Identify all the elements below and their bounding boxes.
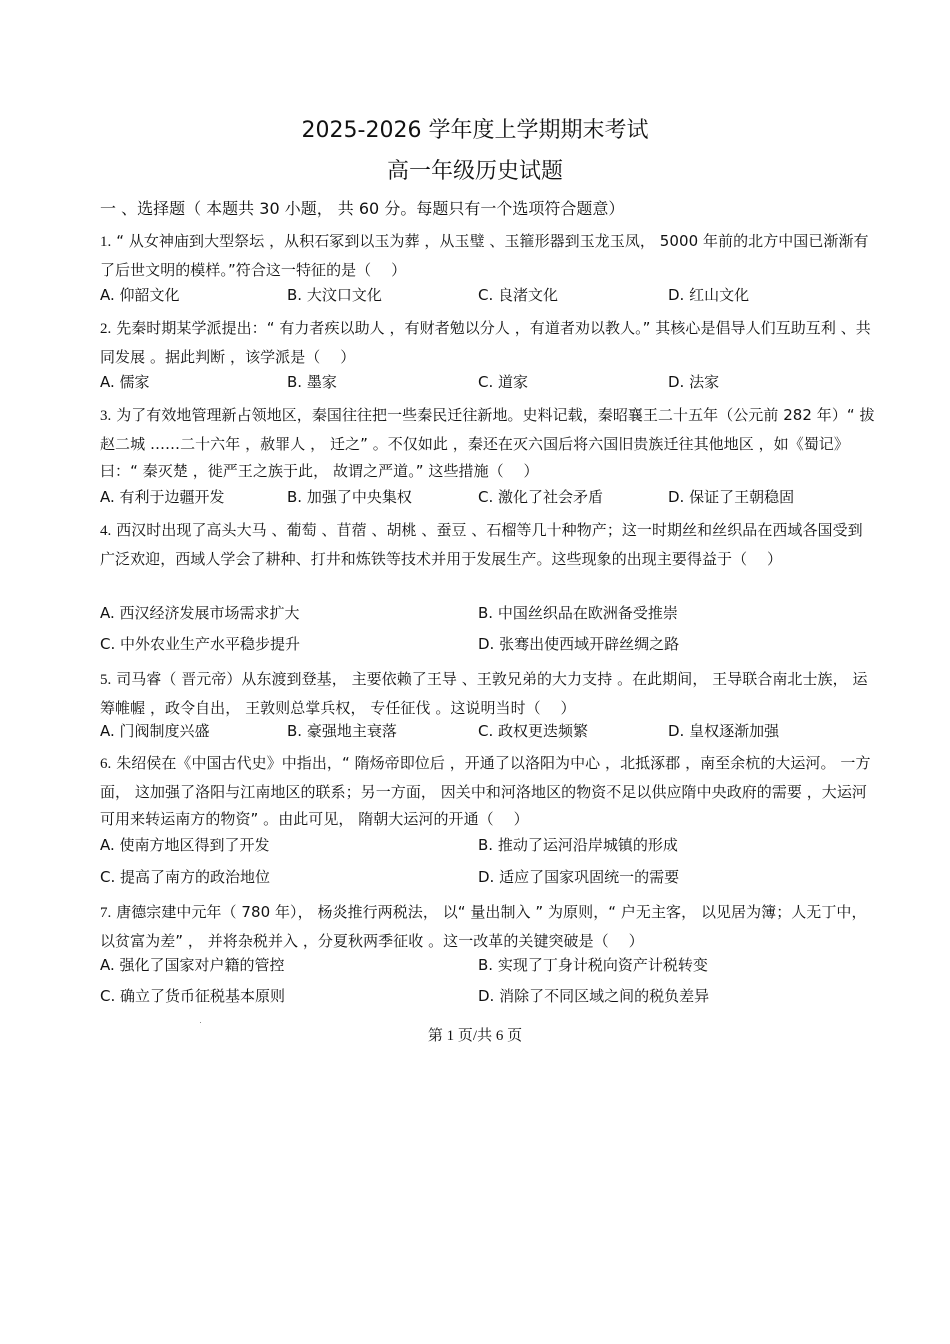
question-text: 西汉时出现了高头大马 、葡萄 、苜蓿 、胡桃 、蚕豆 、石榴等几十种物产；这一时期丝和丝织品在西域各国受到广泛欢迎，西域人学会了耕种、打井和炼铁等技术并用于发展生产。这些现象的出现主要得益于（ ）: [100, 521, 863, 568]
question-2: [100, 315, 875, 371]
question-3: [100, 402, 875, 486]
section-heading: 一 、选择题（ 本题共 30 小题， 共 60 分。每题只有一个选项符合题意）: [100, 199, 625, 218]
question-text: 朱绍侯在《中国古代史》中指出，“ 隋炀帝即位后 ，开通了以洛阳为中心 ，北抵涿郡 ，南至余杭的大运河。 一方面， 这加强了洛阳与江南地区的联系；另一方面， 因关中和河洛地区的物资不足以供应隋中央政府的需要 ，大运河可用来转运南方的物资” 。由此可见， 隋朝大运河的开通（ ）: [100, 754, 871, 828]
question-1: [100, 228, 875, 284]
option-d[interactable]: D. 消除了不同区域之间的税负差异: [478, 987, 710, 1005]
option-b[interactable]: B. 加强了中央集权: [287, 488, 412, 506]
question-6: [100, 750, 875, 834]
question-7-options-row2: [100, 985, 890, 1007]
page-number: 第 1 页/共 6 页: [427, 1028, 523, 1044]
option-b[interactable]: B. 墨家: [287, 373, 337, 391]
option-d[interactable]: D. 红山文化: [668, 286, 750, 304]
question-number: 6.: [100, 756, 112, 772]
option-a[interactable]: A. 门阀制度兴盛: [100, 722, 210, 740]
question-number: 5.: [100, 672, 112, 688]
option-c[interactable]: C. 确立了货币征税基本原则: [100, 987, 286, 1005]
question-5-options: [100, 720, 890, 742]
option-b[interactable]: B. 大汶口文化: [287, 286, 382, 304]
stray-dot: [200, 1022, 201, 1023]
option-b[interactable]: B. 中国丝织品在欧洲备受推崇: [478, 604, 678, 622]
option-a[interactable]: A. 有利于边疆开发: [100, 488, 225, 506]
option-b[interactable]: B. 豪强地主衰落: [287, 722, 397, 740]
question-text: 为了有效地管理新占领地区，秦国往往把一些秦民迁往新地。史料记载，秦昭襄王二十五年（公元前 282 年）“ 拔赵二城 ……二十六年 ，赦罪人 ， 迁之” 。不仅如此 ，秦还在灭六国后将六国旧贵族迁往其他地区 ，如《蜀记》 曰：“ 秦灭楚 ，徙严王之族于此， 故谓之严道。” 这些措施（ ）: [100, 406, 875, 480]
question-3-options: [100, 486, 890, 508]
question-4: [100, 517, 875, 573]
question-text: 先秦时期某学派提出：“ 有力者疾以助人 ，有财者勉以分人 ，有道者劝以教人。” 其核心是倡导人们互助互利 、共同发展 。据此判断 ，该学派是（ ）: [100, 319, 871, 366]
option-d[interactable]: D. 保证了王朝稳固: [668, 488, 795, 506]
question-text: 唐德宗建中元年（ 780 年）， 杨炎推行两税法， 以“ 量出制入 ” 为原则，“ 户无主客， 以见居为簿；人无丁中， 以贫富为差” ， 并将杂税并入 ，分夏秋两季征收 。这一改革的关键突破是（ ）: [100, 903, 867, 950]
option-c[interactable]: C. 中外农业生产水平稳步提升: [100, 635, 301, 653]
question-4-options-row2: [100, 633, 890, 655]
question-7-options-row1: [100, 954, 890, 976]
option-c[interactable]: C. 提高了南方的政治地位: [100, 868, 271, 886]
option-c[interactable]: C. 激化了社会矛盾: [478, 488, 604, 506]
question-6-options-row2: [100, 866, 890, 888]
option-c[interactable]: C. 良渚文化: [478, 286, 559, 304]
question-6-options-row1: [100, 834, 890, 856]
option-d[interactable]: D. 皇权逐渐加强: [668, 722, 780, 740]
question-number: 7.: [100, 905, 112, 921]
option-d[interactable]: D. 法家: [668, 373, 720, 391]
question-1-options: [100, 284, 890, 306]
option-a[interactable]: A. 儒家: [100, 373, 150, 391]
exam-title: 2025-2026 学年度上学期期末考试: [301, 118, 649, 143]
question-text: “ 从女神庙到大型祭坛 ，从积石冢到以玉为葬 ，从玉璧 、玉箍形器到玉龙玉凤， 5000 年前的北方中国已渐渐有了后世文明的模样。”符合这一特征的是（ ）: [100, 232, 869, 279]
question-5: [100, 666, 875, 722]
option-d[interactable]: D. 张骞出使西域开辟丝绸之路: [478, 635, 680, 653]
question-number: 2.: [100, 321, 112, 337]
option-a[interactable]: A. 仰韶文化: [100, 286, 180, 304]
question-text: 司马睿（ 晋元帝）从东渡到登基， 主要依赖了王导 、王敦兄弟的大力支持 。在此期间， 王导联合南北士族， 运筹帷幄 ，政令自出， 王敦则总掌兵权， 专任征伐 。这说明当时（ ）: [100, 670, 868, 717]
question-4-options-row1: [100, 602, 890, 624]
option-b[interactable]: B. 实现了丁身计税向资产计税转变: [478, 956, 708, 974]
question-7: [100, 899, 875, 955]
exam-subtitle: 高一年级历史试题: [386, 159, 563, 184]
question-number: 4.: [100, 523, 112, 539]
option-b[interactable]: B. 推动了运河沿岸城镇的形成: [478, 836, 678, 854]
option-c[interactable]: C. 政权更迭频繁: [478, 722, 589, 740]
option-c[interactable]: C. 道家: [478, 373, 529, 391]
option-a[interactable]: A. 强化了国家对户籍的管控: [100, 956, 285, 974]
option-a[interactable]: A. 西汉经济发展市场需求扩大: [100, 604, 300, 622]
question-2-options: [100, 371, 890, 393]
question-number: 1.: [100, 234, 112, 250]
option-a[interactable]: A. 使南方地区得到了开发: [100, 836, 270, 854]
question-number: 3.: [100, 408, 112, 424]
option-d[interactable]: D. 适应了国家巩固统一的需要: [478, 868, 680, 886]
